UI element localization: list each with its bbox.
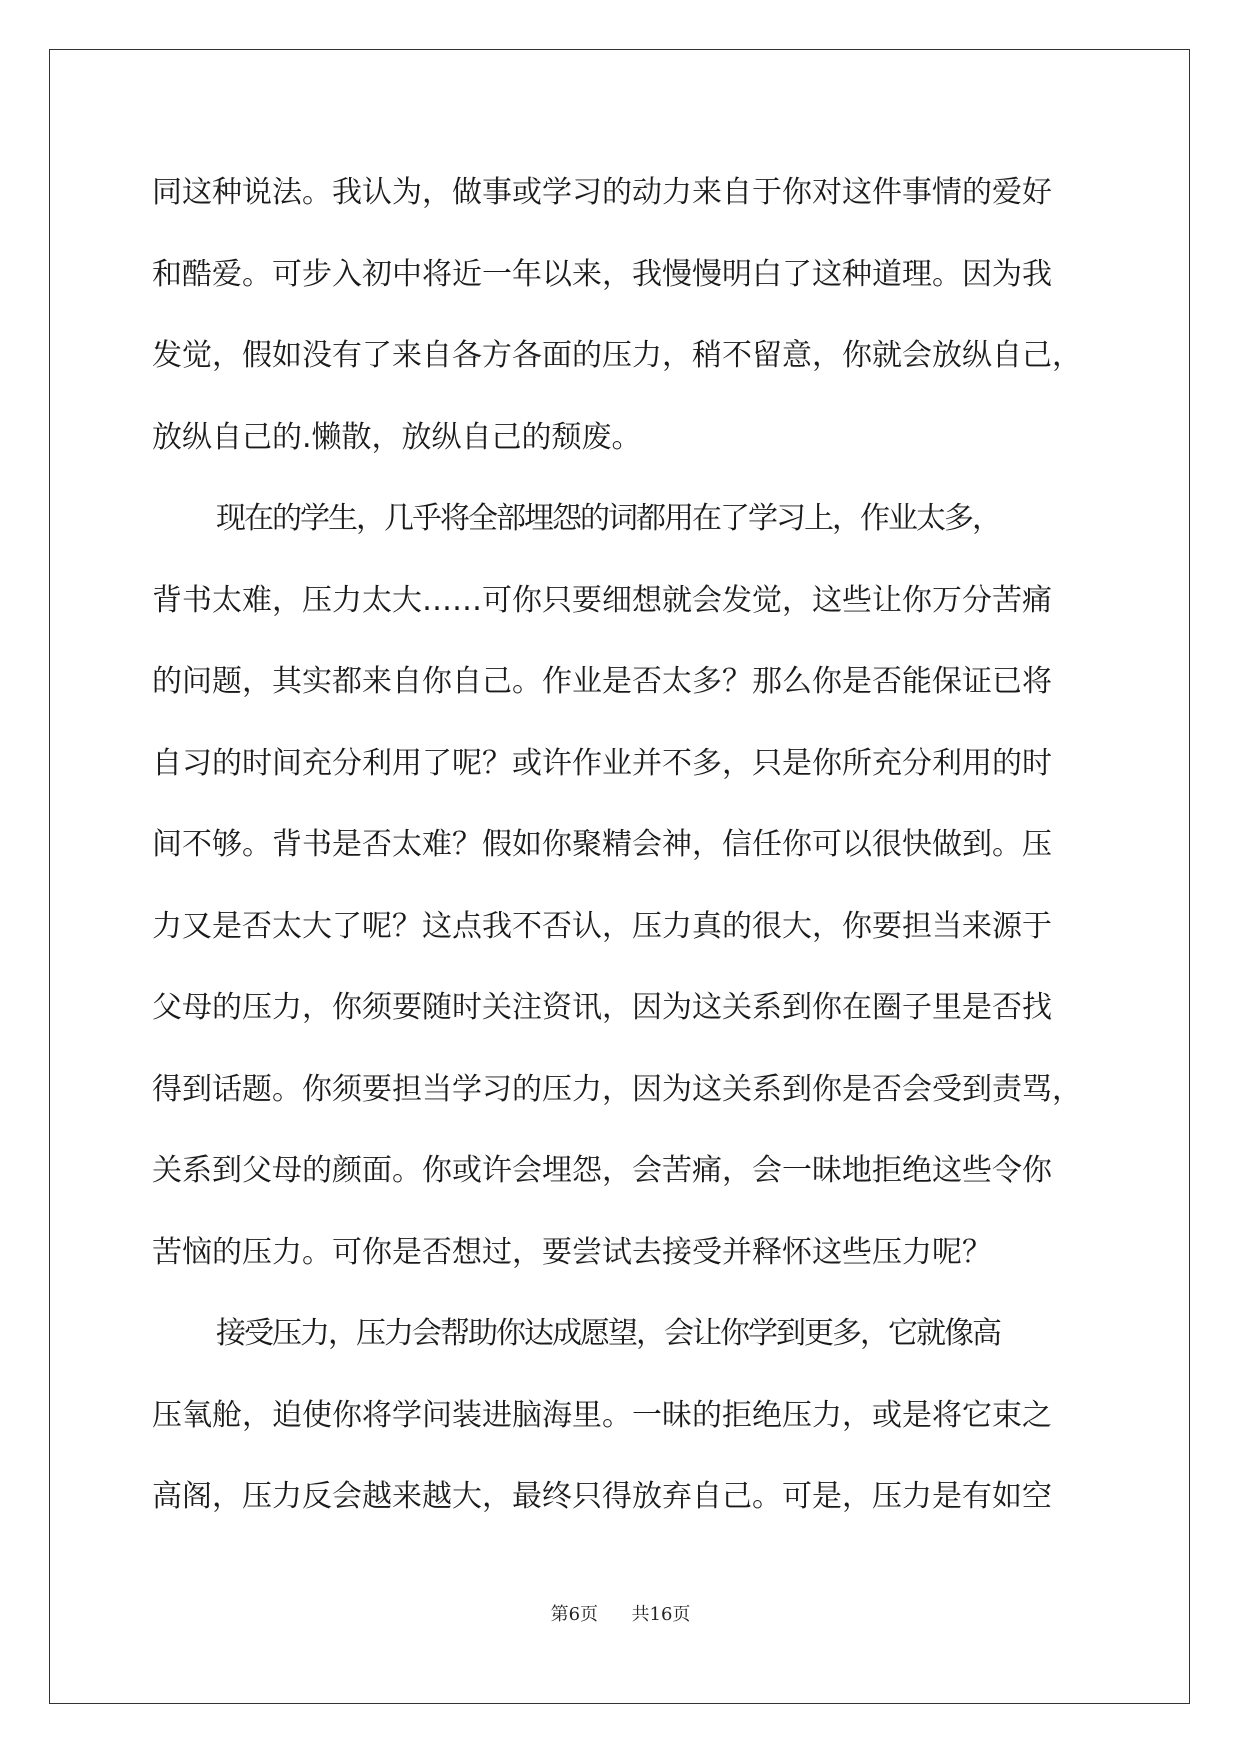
page-total: 共16页 [631,1604,691,1625]
text-line: 间不够。背书是否太难？假如你聚精会神，信任你可以很快做到。压 [152,827,1052,862]
text-line: 苦恼的压力。可你是否想过，要尝试去接受并释怀这些压力呢？ [152,1234,992,1270]
text-line: 放纵自己的.懒散，放纵自己的颓废。 [152,419,642,455]
document-body [152,152,1092,1538]
text-line: 父母的压力，你须要随时关注资讯，因为这关系到你在圈子里是否找 [152,990,1052,1025]
text-line: 关系到父母的颜面。你或许会埋怨，会苦痛，会一昧地拒绝这些令你 [152,1153,1052,1188]
text-line: 的问题，其实都来自你自己。作业是否太多？那么你是否能保证已将 [152,664,1052,699]
page-number: 第6页 [550,1604,599,1625]
text-line: 压氧舱，迫使你将学问装进脑海里。一昧的拒绝压力，或是将它束之 [152,1397,1052,1433]
text-line: 和酷爱。可步入初中将近一年以来，我慢慢明白了这种道理。因为我 [152,256,1052,292]
text-line: 接受压力，压力会帮助你达成愿望，会让你学到更多，它就像高 [216,1316,1000,1351]
text-line: 现在的学生，几乎将全部埋怨的词都用在了学习上，作业太多， [216,501,1000,536]
text-line: 背书太难，压力太大……可你只要细想就会发觉，这些让你万分苦痛 [152,582,1052,618]
text-line: 高阁，压力反会越来越大，最终只得放弃自己。可是，压力是有如空 [152,1479,1052,1514]
text-line: 力又是否太大了呢？这点我不否认，压力真的很大，你要担当来源于 [152,908,1052,944]
text-line: 得到话题。你须要担当学习的压力，因为这关系到你是否会受到责骂， [152,1071,1082,1107]
text-line: 同这种说法。我认为，做事或学习的动力来自于你对这件事情的爱好 [152,175,1052,210]
text-line: 自习的时间充分利用了呢？或许作业并不多，只是你所充分利用的时 [152,745,1052,781]
text-line: 发觉，假如没有了来自各方各面的压力，稍不留意，你就会放纵自己， [152,338,1082,373]
page-footer [0,1600,1241,1626]
